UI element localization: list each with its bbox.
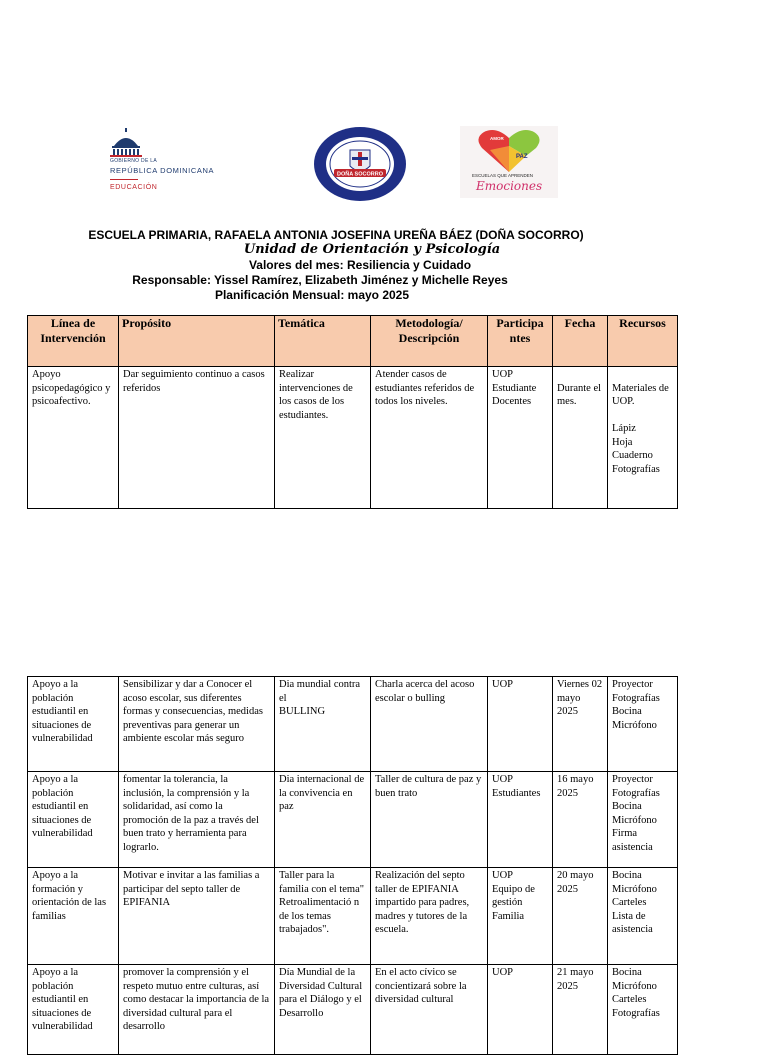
header-tematica: Temática [275, 316, 371, 367]
school-seal-banner: DOÑA SOCORRO [337, 171, 383, 178]
cell-fecha: Durante el mes. [553, 367, 608, 509]
table-header-row [28, 316, 678, 367]
cell-tematica: Dia internacional de la convivencia en paz [275, 772, 371, 868]
heart-word-amor: AMOR [490, 136, 504, 141]
table-row [28, 367, 678, 509]
puzzle-heart-icon [460, 126, 558, 176]
cell-proposito: Dar seguimiento continuo a casos referidos [119, 367, 275, 509]
cell-participantes: UOP [488, 677, 553, 772]
header-recursos: Recursos [608, 316, 678, 367]
heart-word-paz: PAZ [516, 154, 528, 160]
cell-metodologia: En el acto cívico se concientizará sobre la diversidad cultural [371, 965, 488, 1055]
cell-fecha: 21 mayo 2025 [553, 965, 608, 1055]
cell-metodologia: Atender casos de estudiantes referidos de todos los niveles. [371, 367, 488, 509]
cell-participantes: UOP Equipo de gestión Familia [488, 868, 553, 965]
cell-fecha: Viernes 02 mayo 2025 [553, 677, 608, 772]
cell-proposito: promover la comprensión y el respeto mutuo entre culturas, así como destacar la importancia de la diversidad cultural para el desarrollo [119, 965, 275, 1055]
planning-table-2 [27, 676, 678, 1055]
cell-metodologia: Charla acerca del acoso escolar o bulling [371, 677, 488, 772]
values-heading: Valores del mes: Resiliencia y Cuidado [248, 258, 472, 272]
educacion-text: EDUCACIÓN [110, 184, 158, 191]
emociones-logo [460, 126, 558, 198]
cell-linea: Apoyo a la población estudiantil en situaciones de vulnerabilidad [28, 677, 119, 772]
cell-participantes: UOP Estudiante Docentes [488, 367, 553, 509]
planning-table-1 [27, 315, 678, 509]
school-seal-logo [312, 126, 408, 202]
plan-heading: Planificación Mensual: mayo 2025 [214, 288, 410, 302]
cell-recursos: Materiales de UOP. Lápiz Hoja Cuaderno Fotografías [608, 367, 678, 509]
cell-tematica: Realizar intervenciones de los casos de los estudiantes. [275, 367, 371, 509]
cell-proposito: Motivar e invitar a las familias a participar del septo taller de EPIFANIA [119, 868, 275, 965]
header-participantes: Participa ntes [488, 316, 553, 367]
cell-recursos: Bocina Micrófono Carteles Fotografías [608, 965, 678, 1055]
table-row [28, 772, 678, 868]
header-metodologia: Metodología/ Descripción [371, 316, 488, 367]
cell-tematica: Dia mundial contra el BULLING [275, 677, 371, 772]
school-seal-icon [312, 126, 408, 202]
gobierno-text: GOBIERNO DE LA [110, 158, 157, 164]
cell-metodologia: Taller de cultura de paz y buen trato [371, 772, 488, 868]
cell-tematica: Taller para la familia con el tema" Retroalimentació n de los temas trabajados". [275, 868, 371, 965]
table-row [28, 868, 678, 965]
header-linea: Línea de Intervención [28, 316, 119, 367]
cell-recursos: Proyector Fotografías Bocina Micrófono Firma asistencia [608, 772, 678, 868]
cell-proposito: Sensibilizar y dar a Conocer el acoso escolar, sus diferentes formas y consecuencias, medidas preventivas para generar un ambiente escolar más seguro [119, 677, 275, 772]
cell-tematica: Día Mundial de la Diversidad Cultural para el Diálogo y el Desarrollo [275, 965, 371, 1055]
header-fecha: Fecha [553, 316, 608, 367]
table-row [28, 677, 678, 772]
emociones-subtitle: ESCUELAS QUE APRENDEN [472, 173, 534, 178]
capitol-dome-icon [110, 128, 144, 158]
cell-recursos: Proyector Fotografías Bocina Micrófono [608, 677, 678, 772]
unit-heading: Unidad de Orientación y Psicología [243, 242, 501, 257]
logo-divider [110, 179, 138, 180]
gobierno-rd-logo [110, 128, 250, 198]
table-row [28, 965, 678, 1055]
cell-participantes: UOP [488, 965, 553, 1055]
cell-fecha: 20 mayo 2025 [553, 868, 608, 965]
cell-participantes: UOP Estudiantes [488, 772, 553, 868]
cell-proposito: fomentar la tolerancia, la inclusión, la comprensión y la solidaridad, así como la promoción de la paz a través del buen trato y herramienta para lograrlo. [119, 772, 275, 868]
cell-fecha: 16 mayo 2025 [553, 772, 608, 868]
cell-linea: Apoyo a la población estudiantil en situaciones de vulnerabilidad [28, 772, 119, 868]
cell-recursos: Bocina Micrófono Carteles Lista de asistencia [608, 868, 678, 965]
cell-linea: Apoyo psicopedagógico y psicoafectivo. [28, 367, 119, 509]
school-name-heading: ESCUELA PRIMARIA, RAFAELA ANTONIA JOSEFINA UREÑA BÁEZ (DOÑA SOCORRO) [88, 228, 584, 242]
cell-linea: Apoyo a la población estudiantil en situaciones de vulnerabilidad [28, 965, 119, 1055]
emociones-script: Emociones [476, 179, 543, 193]
responsible-heading: Responsable: Yissel Ramírez, Elizabeth Jiménez y Michelle Reyes [132, 273, 508, 287]
cell-linea: Apoyo a la formación y orientación de las familias [28, 868, 119, 965]
cell-metodologia: Realización del septo taller de EPIFANIA impartido para padres, madres y tutores de la escuela. [371, 868, 488, 965]
republica-text: REPÚBLICA DOMINICANA [110, 166, 215, 175]
header-proposito: Propósito [119, 316, 275, 367]
